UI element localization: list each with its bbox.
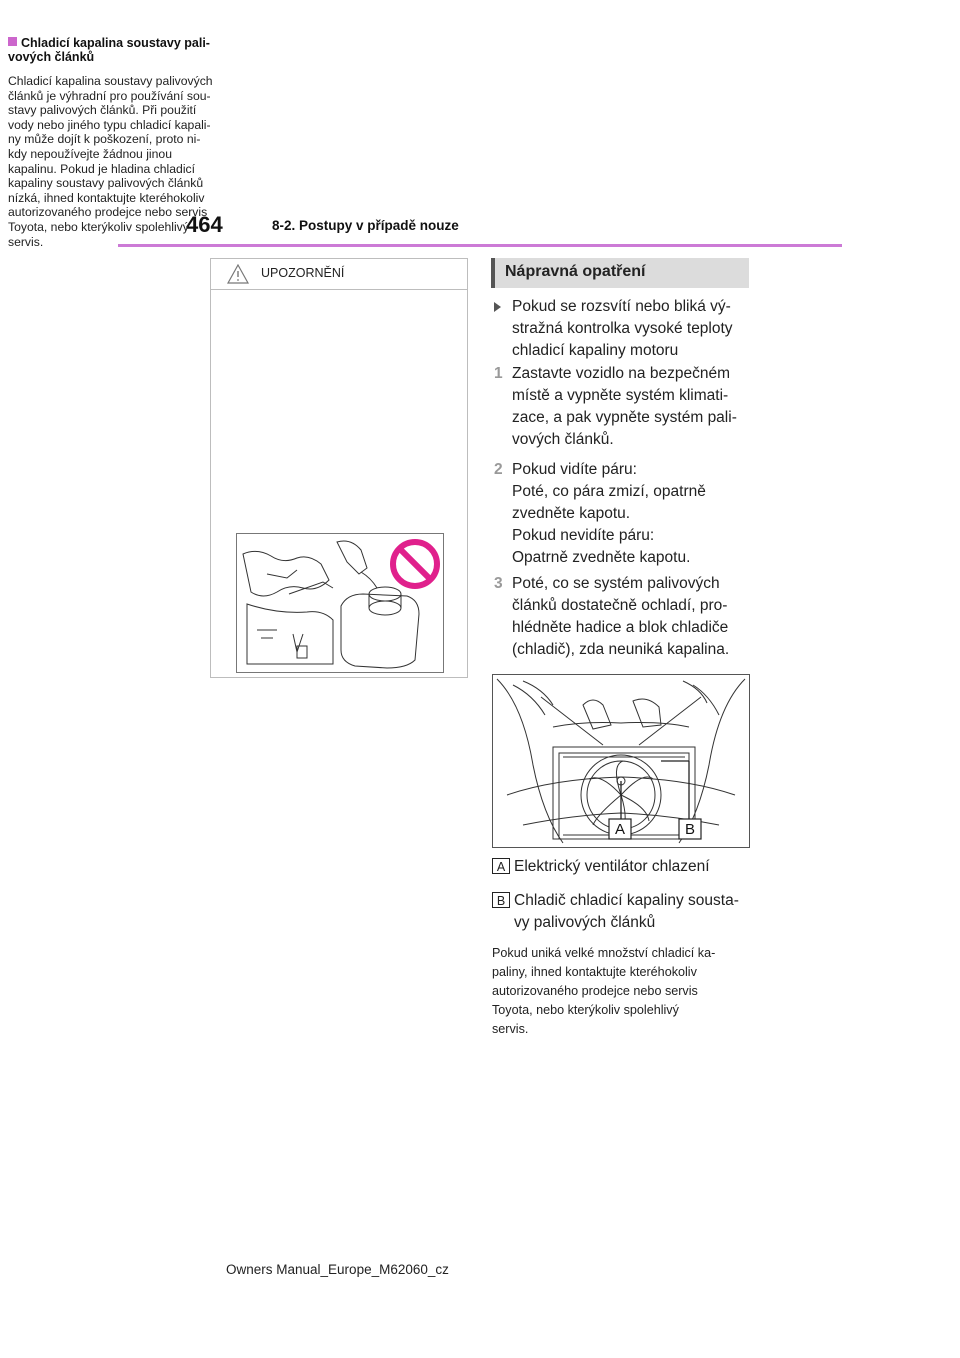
step-line: Zastavte vozidlo na bezpečném xyxy=(512,365,730,382)
legend-text: Elektrický ventilátor chlazení xyxy=(514,858,710,875)
note-line: servis. xyxy=(492,1022,529,1036)
legend-text: Chladič chladicí kapaliny sousta- xyxy=(514,892,739,909)
step-number: 1 xyxy=(494,365,503,382)
warning-line: kapalinu. Pokud je hladina chladicí xyxy=(8,161,196,176)
step-1 xyxy=(494,363,752,451)
legend-badge-a: A xyxy=(492,858,510,874)
condition-line: Pokud se rozsvítí nebo bliká vý- xyxy=(512,298,731,315)
warning-line: nízká, ihned kontaktujte kteréhokoliv xyxy=(8,190,205,205)
warning-subheading: Chladicí kapalina soustavy pali-vových článků xyxy=(8,36,210,64)
bullet-square-icon xyxy=(8,37,17,46)
step-line: vových článků. xyxy=(512,431,614,448)
section-title: 8-2. Postupy v případě nouze xyxy=(272,218,459,233)
note-line: Toyota, nebo kterýkoliv spolehlivý xyxy=(492,1003,679,1017)
page-number: 464 xyxy=(186,212,223,237)
radiator-diagram xyxy=(492,674,750,848)
warning-condition xyxy=(494,296,752,362)
warning-line: ny může dojít k poškození, proto ni- xyxy=(8,132,201,147)
note-line: autorizovaného prodejce nebo servis xyxy=(492,984,698,998)
warning-header xyxy=(211,259,467,290)
warning-triangle-icon xyxy=(227,264,249,284)
diagram-label-a xyxy=(609,819,631,839)
svg-text:B: B xyxy=(684,821,696,838)
note-line: paliny, ihned kontaktujte kteréhokoliv xyxy=(492,965,697,979)
warning-line: stavy palivových článků. Při použití xyxy=(8,103,197,118)
step-line: místě a vypněte systém klimati- xyxy=(512,387,729,404)
svg-text:A: A xyxy=(614,821,626,838)
warning-line: kdy nepoužívejte žádnou jinou xyxy=(8,146,172,161)
legend-item-a xyxy=(492,856,754,878)
note-line: Pokud uniká velké množství chladicí ka- xyxy=(492,946,716,960)
step-line: Pokud vidíte páru: xyxy=(512,461,637,478)
legend-text: vy palivových článků xyxy=(514,914,656,931)
warning-line: Toyota, nebo kterýkoliv spolehlivý xyxy=(8,219,189,234)
prohibition-sign-icon xyxy=(393,542,437,586)
warning-line: kapaliny soustavy palivových článků xyxy=(8,176,204,191)
corrective-measures-heading: Nápravná opatření xyxy=(491,258,749,288)
step-3 xyxy=(494,573,752,661)
condition-line: stražná kontrolka vysoké teploty xyxy=(512,320,733,337)
step-line: Opatrně zvedněte kapotu. xyxy=(512,549,691,566)
footer-text: Owners Manual_Europe_M62060_cz xyxy=(226,1262,449,1277)
step-number: 2 xyxy=(494,461,503,478)
warning-line: vody nebo jiného typu chladicí kapali- xyxy=(8,117,211,132)
legend-item-b xyxy=(492,890,754,934)
step-line: zace, a pak vypněte systém pali- xyxy=(512,409,737,426)
step-line: článků dostatečně ochladí, pro- xyxy=(512,597,728,614)
legend-badge-b: B xyxy=(492,892,510,908)
leak-note xyxy=(492,944,752,1039)
warning-line: Chladicí kapalina soustavy palivových xyxy=(8,74,213,88)
warning-text xyxy=(8,74,252,249)
warning-line: článků je výhradní pro používání sou- xyxy=(8,88,211,103)
step-line: Poté, co pára zmizí, opatrně xyxy=(512,483,706,500)
diagram-label-b xyxy=(679,819,701,839)
warning-line: servis. xyxy=(8,234,44,249)
coolant-warning-illustration xyxy=(236,533,444,673)
step-line: Poté, co se systém palivových xyxy=(512,575,720,592)
step-line: (chladič), zda neuniká kapalina. xyxy=(512,641,730,658)
condition-line: chladicí kapaliny motoru xyxy=(512,342,679,359)
triangle-bullet-icon xyxy=(494,302,501,312)
step-2 xyxy=(494,459,752,569)
warning-line: autorizovaného prodejce nebo servis xyxy=(8,205,208,220)
step-line: hlédněte hadice a blok chladiče xyxy=(512,619,729,636)
step-line: zvedněte kapotu. xyxy=(512,505,631,522)
warning-label: UPOZORNĚNÍ xyxy=(261,266,345,280)
step-number: 3 xyxy=(494,575,503,592)
step-line: Pokud nevidíte páru: xyxy=(512,527,655,544)
